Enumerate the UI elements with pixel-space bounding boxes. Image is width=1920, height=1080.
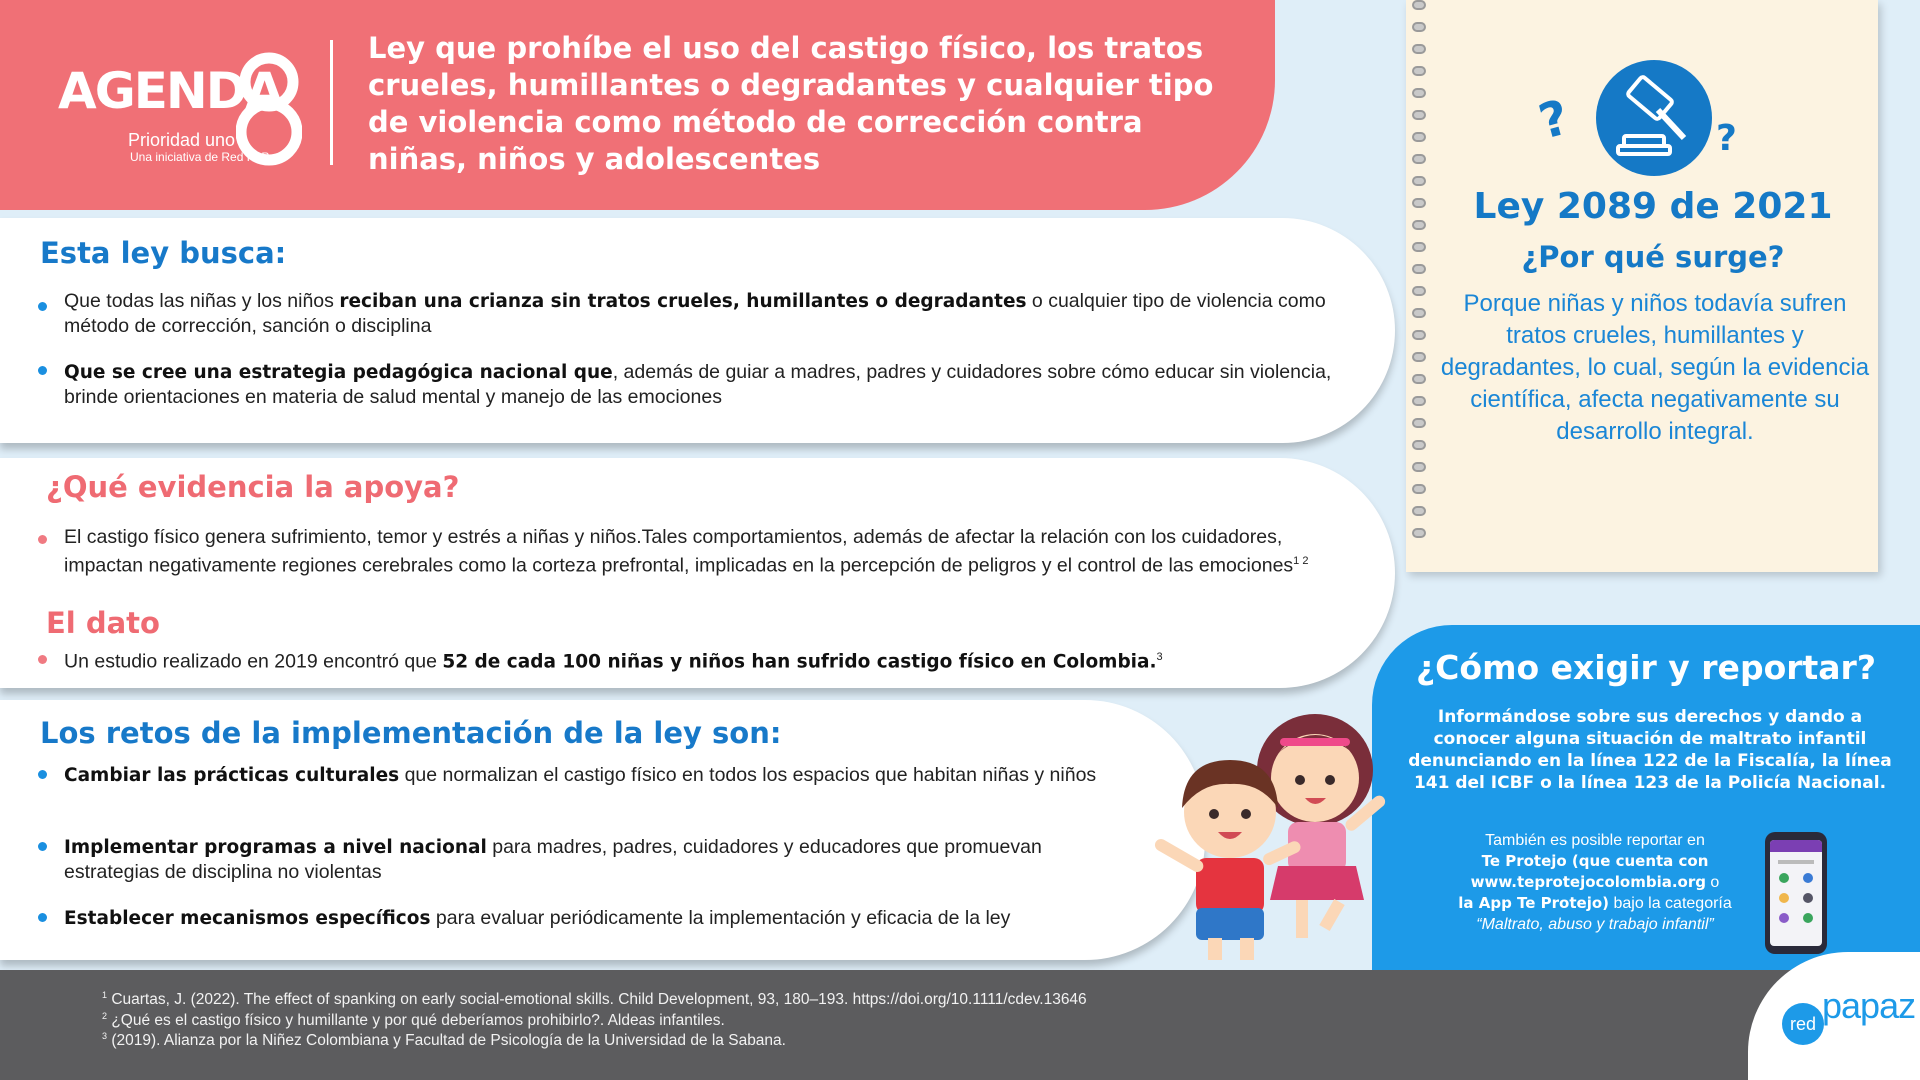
agenda8-logo xyxy=(58,50,298,170)
section-title-evidencia: ¿Qué evidencia la apoya? xyxy=(46,470,460,504)
bullet-text xyxy=(64,289,1354,338)
footnote-text: (2019). Alianza por la Niñez Colombiana y Facultad de Psicología de la Universidad de la Sabana. xyxy=(111,1032,786,1050)
bullet-text xyxy=(64,525,1354,578)
footnote-2 xyxy=(102,1011,725,1030)
bullet-text-pre: Que todas las niñas y los niños xyxy=(64,290,340,312)
report-alt-line: También es posible reportar en xyxy=(1485,832,1705,849)
footnote-number: 2 xyxy=(102,1011,108,1021)
report-text-lines: en la línea 122 de la Fiscalía, la línea 141 del ICBF o la línea 123 de la Policía Nacional. xyxy=(1413,751,1892,793)
section-title-retos: Los retos de la implementación de la ley son: xyxy=(40,716,782,750)
bullet-dot xyxy=(38,913,47,922)
footnote-3 xyxy=(102,1031,786,1050)
redpapaz-logo xyxy=(1782,985,1916,1055)
footnote-text: ¿Qué es el castigo físico y humillante y por qué deberíamos prohibirlo?. Aldeas infantiles. xyxy=(111,1012,725,1030)
law-reason-text: Porque niñas y niños todavía sufren tratos crueles, humillantes y degradantes, lo cual, según la evidencia científica, afecta negativamente su desarrollo integral. xyxy=(1440,290,1870,445)
bullet-text-bold: reciban una crianza sin tratos crueles, humillantes o degradantes xyxy=(339,291,1027,312)
bullet-text-post: para evaluar periódicamente la implementación y eficacia de la ley xyxy=(430,907,1011,929)
question-mark-icon: ? xyxy=(1716,118,1737,159)
phone-app-bar xyxy=(1770,840,1822,852)
bullet-text-bold: Que se cree una estrategia pedagógica nacional que xyxy=(64,362,613,383)
bullet-dot xyxy=(38,366,47,375)
bullet-dot xyxy=(38,770,47,779)
page-title: Ley que prohíbe el uso del castigo físico, los tratos crueles, humillantes o degradantes y cualquier tipo de violencia como método de corrección contra niñas, niños y adolescentes xyxy=(368,31,1214,176)
footnote-ref: 3 xyxy=(1156,651,1163,663)
logo-red: red xyxy=(1782,1003,1824,1045)
bullet-text-bold: 52 de cada 100 niñas y niños han sufrido castigo físico en Colombia. xyxy=(442,651,1157,673)
report-text-pre: Informándose sobre sus derechos y dando a conocer alguna situación de maltrato infantil denunciando xyxy=(1408,707,1867,771)
bullet-dot xyxy=(38,655,47,664)
logo-papaz: papaz xyxy=(1822,985,1916,1026)
bullet-dot xyxy=(38,302,47,311)
bullet-text xyxy=(64,360,1354,409)
report-text xyxy=(1405,706,1895,794)
bullet-text xyxy=(64,645,1354,675)
bullet-text-post: para madres, padres, cuidadores y educadores que promuevan estrategias de disciplina no violentas xyxy=(64,836,1042,883)
bullet-text xyxy=(64,835,1124,884)
bullet-dot xyxy=(38,535,47,544)
bullet-text-post: que normalizan el castigo físico en todos los espacios que habitan niñas y niños xyxy=(399,764,1097,786)
bullet-text xyxy=(64,763,1124,788)
logo-initiative: Una iniciativa de Red PaPaz xyxy=(130,150,283,164)
logo-tagline: Prioridad uno xyxy=(128,130,236,150)
footnote-text: Cuartas, J. (2022). The effect of spanking on early social-emotional skills. Child Development, 93, 180–193. https://doi.org/10.1111/cdev.13646 xyxy=(111,991,1087,1009)
bullet-text-post: o cualquier tipo de violencia como método de corrección, sanción o disciplina xyxy=(64,290,1326,337)
bullet-text-post: , además de guiar a madres, padres y cuidadores sobre cómo educar sin violencia, brinde orientaciones en materia de salud mental y manejo de las emociones xyxy=(64,361,1332,408)
footnote-ref: 1 2 xyxy=(1293,555,1309,567)
report-alt-bold: la App Te Protejo) xyxy=(1458,894,1610,912)
report-alt-plain: o xyxy=(1705,874,1720,891)
footnote-1 xyxy=(102,990,1087,1009)
report-alt-plain: bajo la categoría xyxy=(1609,895,1732,912)
report-title: ¿Cómo exigir y reportar? xyxy=(1416,648,1876,687)
law-title: Ley 2089 de 2021 xyxy=(1473,186,1833,227)
gavel-icon xyxy=(1596,60,1712,176)
section-title-ley-busca: Esta ley busca: xyxy=(40,236,287,270)
law-subtitle: ¿Por qué surge? xyxy=(1521,240,1785,274)
footnote-number: 3 xyxy=(102,1031,108,1041)
logo-word: AGENDA xyxy=(58,62,282,120)
bullet-dot xyxy=(38,842,47,851)
children-illustration xyxy=(1150,700,1430,965)
bullet-text-bold: Cambiar las prácticas culturales xyxy=(64,765,400,786)
report-alt-bold: Te Protejo (que cuenta con www.teprotejocolombia.org xyxy=(1470,852,1709,891)
header-divider xyxy=(330,40,333,165)
bullet-text-pre: Un estudio realizado en 2019 encontró que xyxy=(64,650,443,673)
bullet-text-bold: Establecer mecanismos específicos xyxy=(64,908,431,929)
question-mark-icon: ? xyxy=(1533,89,1575,151)
bullet-text-bold: Implementar programas a nivel nacional xyxy=(64,837,487,858)
report-alt-category: “Maltrato, abuso y trabajo infantil” xyxy=(1476,916,1714,933)
bullet-text-main: El castigo físico genera sufrimiento, temor y estrés a niñas y niños.Tales comportamientos, además de afectar la relación con los cuidadores, impactan negativamente regiones cerebrales como la corteza prefrontal, implicadas en la percepción de peligros y el control de las emociones xyxy=(64,526,1294,577)
section-title-dato: El dato xyxy=(46,606,160,640)
report-alt-text xyxy=(1430,830,1760,935)
bullet-text xyxy=(64,906,1164,931)
footnote-number: 1 xyxy=(102,990,108,1000)
phone-screen xyxy=(1770,840,1822,946)
